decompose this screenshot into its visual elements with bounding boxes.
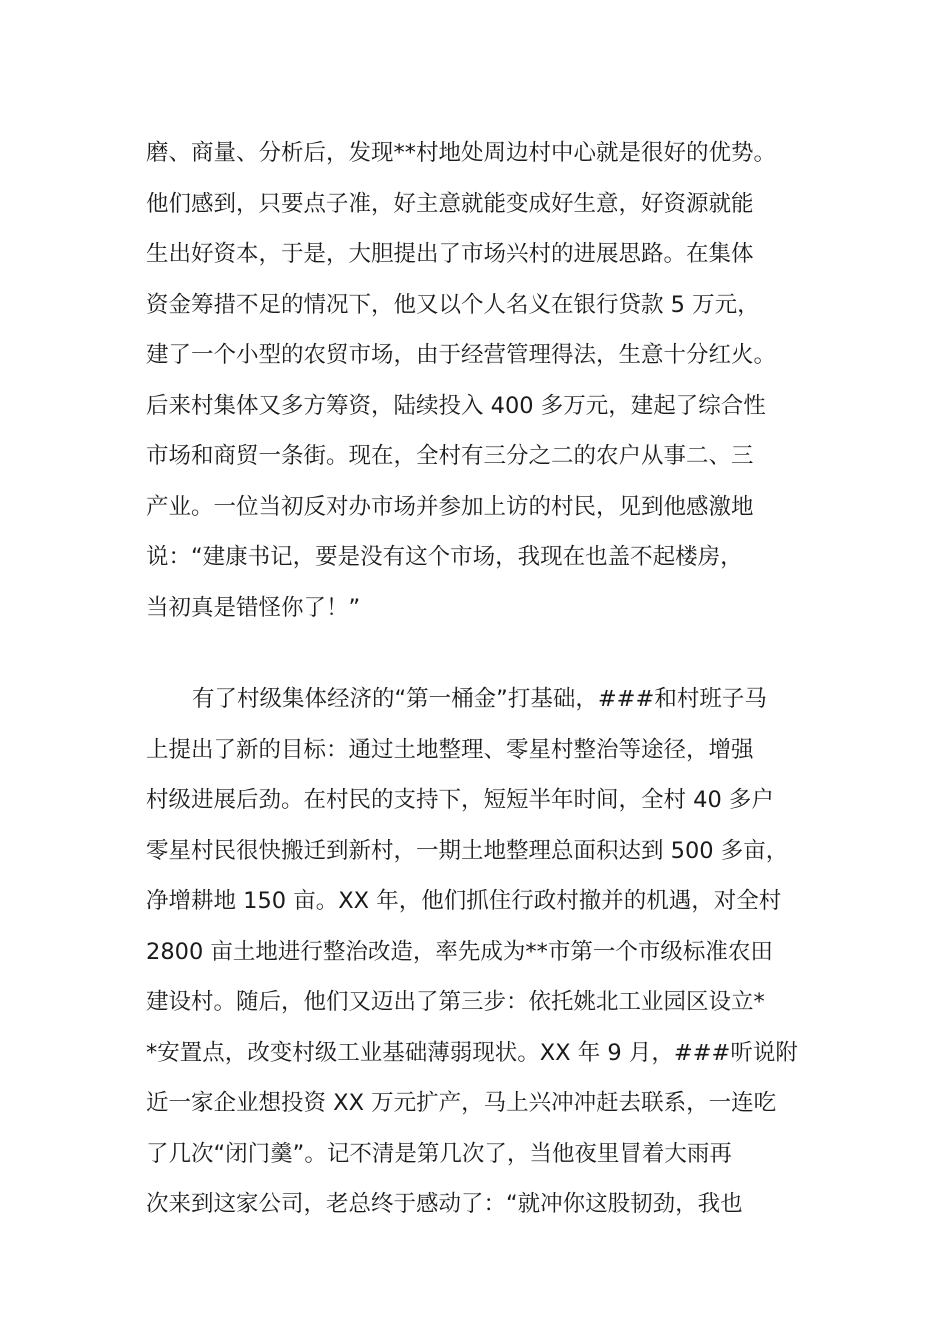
- text-line: 2800 亩土地进行整治改造，率先成为**市第一个市级标准农田: [146, 938, 773, 965]
- text-line: 次来到这家公司，老总终于感动了：“就冲你这股韧劲，我也: [146, 1191, 743, 1217]
- text-line: 村级进展后劲。在村民的支持下，短短半年时间，全村 40 多户: [146, 787, 774, 813]
- text-line: 生出好资本，于是，大胆提出了市场兴村的进展思路。在集体: [146, 241, 754, 267]
- text-line: 产业。一位当初反对办市场并参加上访的村民，见到他感激地: [146, 493, 754, 520]
- text-line: 说：“建康书记，要是没有这个市场，我现在也盖不起楼房，: [146, 544, 743, 570]
- text-line: 他们感到，只要点子准，好主意就能变成好生意，好资源就能: [146, 190, 754, 217]
- paragraph-2: [146, 674, 826, 1230]
- text-line: 零星村民很快搬迁到新村，一期土地整理总面积达到 500 多亩，: [146, 837, 789, 864]
- text-line: 资金筹措不足的情况下，他又以个人名义在银行贷款 5 万元，: [146, 291, 760, 318]
- text-line: 净增耕地 150 亩。XX 年，他们抓住行政村撤并的机遇，对全村: [146, 888, 782, 914]
- text-line: 近一家企业想投资 XX 万元扩产，马上兴冲冲赶去联系，一连吃: [146, 1090, 777, 1116]
- text-line: 磨、商量、分析后，发现**村地处周边村中心就是很好的优势。: [146, 140, 777, 166]
- text-line: 建了一个小型的农贸市场，由于经营管理得法，生意十分红火。: [146, 342, 777, 368]
- text-line: 上提出了新的目标：通过土地整理、零星村整治等途径，增强: [146, 736, 754, 763]
- paragraph-1: [146, 128, 826, 633]
- text-line: 了几次“闭门羹”。记不清是第几次了，当他夜里冒着大雨再: [146, 1140, 732, 1167]
- text-line: 后来村集体又多方筹资，陆续投入 400 多万元，建起了综合性: [146, 392, 766, 419]
- text-line-first-indented: 有了村级集体经济的“第一桶金”打基础，###和村班子马: [192, 686, 767, 712]
- text-line: *安置点，改变村级工业基础薄弱现状。XX 年 9 月，###听说附: [146, 1039, 798, 1066]
- text-line: 市场和商贸一条街。现在，全村有三分之二的农户从事二、三: [146, 443, 754, 469]
- text-line: 建设村。随后，他们又迈出了第三步：依托姚北工业园区设立*: [146, 989, 765, 1015]
- text-line: 当初真是错怪你了！”: [146, 594, 361, 621]
